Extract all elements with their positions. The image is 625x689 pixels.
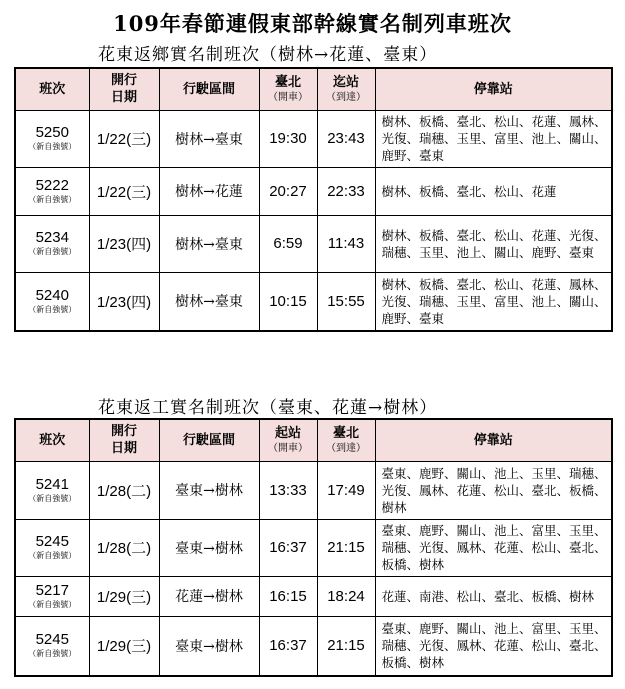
table-header-row bbox=[15, 419, 612, 461]
run-date: 1/29(三) bbox=[89, 616, 159, 676]
train-number: 5217 （新自強號） bbox=[15, 576, 89, 616]
train-number: 5240 （新自強號） bbox=[15, 272, 89, 331]
table-row bbox=[15, 461, 612, 519]
departure-time: 16:37 bbox=[259, 519, 317, 576]
stops-list: 臺東、鹿野、關山、池上、富里、玉里、瑞穗、光復、鳳林、花蓮、松山、臺北、板橋、樹林 bbox=[375, 616, 612, 676]
departure-time: 16:15 bbox=[259, 576, 317, 616]
page-title: 109年春節連假東部幹線實名制列車班次 bbox=[113, 11, 512, 36]
departure-time: 10:15 bbox=[259, 272, 317, 331]
section-1-subtitle: 花東返鄉實名制班次（樹林→花蓮、臺東） bbox=[98, 45, 438, 65]
run-date: 1/28(二) bbox=[89, 519, 159, 576]
stops-list: 臺東、鹿野、關山、池上、富里、玉里、瑞穗、光復、鳳林、花蓮、松山、臺北、板橋、樹林 bbox=[375, 519, 612, 576]
departure-time: 20:27 bbox=[259, 167, 317, 215]
route: 花蓮→樹林 bbox=[159, 576, 259, 616]
train-number: 5250 （新自強號） bbox=[15, 110, 89, 167]
header-train: 班次 bbox=[15, 68, 89, 110]
northbound-return-home-table bbox=[14, 67, 613, 332]
train-number: 5245 （新自強號） bbox=[15, 519, 89, 576]
header-stops: 停靠站 bbox=[375, 68, 612, 110]
arrival-time: 21:15 bbox=[317, 616, 375, 676]
table-row bbox=[15, 167, 612, 215]
departure-time: 16:37 bbox=[259, 616, 317, 676]
header-arrival: 迄站 （到達） bbox=[317, 68, 375, 110]
run-date: 1/29(三) bbox=[89, 576, 159, 616]
stops-list: 樹林、板橋、臺北、松山、花蓮、鳳林、光復、瑞穗、玉里、富里、池上、關山、鹿野、臺東 bbox=[375, 110, 612, 167]
route: 樹林→臺東 bbox=[159, 272, 259, 331]
arrival-time: 11:43 bbox=[317, 215, 375, 272]
route: 樹林→臺東 bbox=[159, 215, 259, 272]
route: 臺東→樹林 bbox=[159, 461, 259, 519]
table-row bbox=[15, 576, 612, 616]
header-route: 行駛區間 bbox=[159, 68, 259, 110]
route: 臺東→樹林 bbox=[159, 519, 259, 576]
arrival-time: 21:15 bbox=[317, 519, 375, 576]
departure-time: 13:33 bbox=[259, 461, 317, 519]
table-row bbox=[15, 215, 612, 272]
run-date: 1/23(四) bbox=[89, 215, 159, 272]
table-header-row bbox=[15, 68, 612, 110]
header-date: 開行 日期 bbox=[89, 419, 159, 461]
arrival-time: 15:55 bbox=[317, 272, 375, 331]
run-date: 1/28(二) bbox=[89, 461, 159, 519]
stops-list: 花蓮、南港、松山、臺北、板橋、樹林 bbox=[375, 576, 612, 616]
stops-list: 樹林、板橋、臺北、松山、花蓮、光復、瑞穗、玉里、池上、關山、鹿野、臺東 bbox=[375, 215, 612, 272]
run-date: 1/22(三) bbox=[89, 167, 159, 215]
arrival-time: 17:49 bbox=[317, 461, 375, 519]
train-number: 5222 （新自強號） bbox=[15, 167, 89, 215]
header-departure: 起站 （開車） bbox=[259, 419, 317, 461]
header-train: 班次 bbox=[15, 419, 89, 461]
table-row bbox=[15, 272, 612, 331]
arrival-time: 18:24 bbox=[317, 576, 375, 616]
route: 樹林→臺東 bbox=[159, 110, 259, 167]
arrival-time: 22:33 bbox=[317, 167, 375, 215]
run-date: 1/23(四) bbox=[89, 272, 159, 331]
stops-list: 臺東、鹿野、關山、池上、玉里、瑞穗、光復、鳳林、花蓮、松山、臺北、板橋、樹林 bbox=[375, 461, 612, 519]
departure-time: 19:30 bbox=[259, 110, 317, 167]
header-departure: 臺北 （開車） bbox=[259, 68, 317, 110]
route: 樹林→花蓮 bbox=[159, 167, 259, 215]
arrival-time: 23:43 bbox=[317, 110, 375, 167]
table-row bbox=[15, 616, 612, 676]
stops-list: 樹林、板橋、臺北、松山、花蓮、鳳林、光復、瑞穗、玉里、富里、池上、關山、鹿野、臺東 bbox=[375, 272, 612, 331]
section-2-subtitle: 花東返工實名制班次（臺東、花蓮→樹林） bbox=[98, 398, 438, 418]
departure-time: 6:59 bbox=[259, 215, 317, 272]
run-date: 1/22(三) bbox=[89, 110, 159, 167]
train-number: 5241 （新自強號） bbox=[15, 461, 89, 519]
train-number: 5234 （新自強號） bbox=[15, 215, 89, 272]
header-arrival: 臺北 （到達） bbox=[317, 419, 375, 461]
stops-list: 樹林、板橋、臺北、松山、花蓮 bbox=[375, 167, 612, 215]
header-stops: 停靠站 bbox=[375, 419, 612, 461]
return-to-work-table bbox=[14, 418, 613, 677]
table-row bbox=[15, 519, 612, 576]
route: 臺東→樹林 bbox=[159, 616, 259, 676]
header-route: 行駛區間 bbox=[159, 419, 259, 461]
train-number: 5245 （新自強號） bbox=[15, 616, 89, 676]
header-date: 開行 日期 bbox=[89, 68, 159, 110]
table-row bbox=[15, 110, 612, 167]
